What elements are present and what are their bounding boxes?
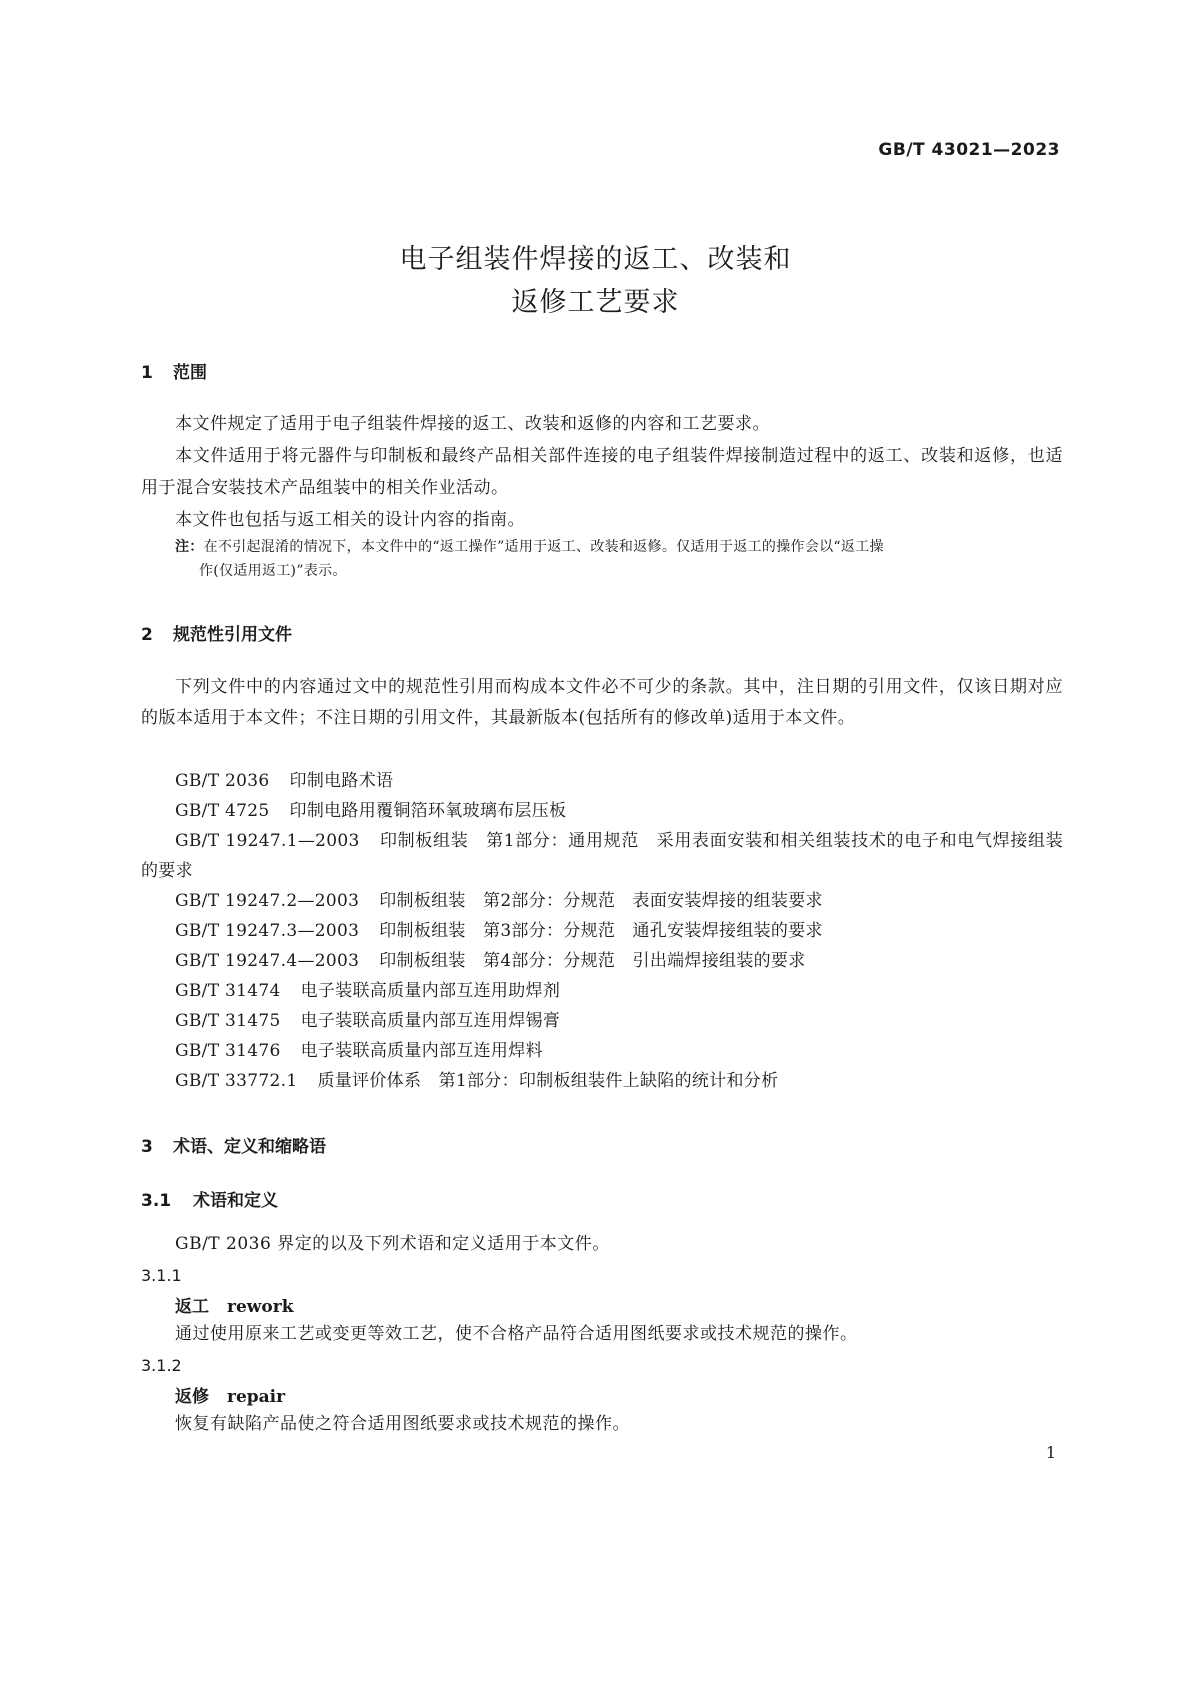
reference-title: 印制电路术语	[289, 771, 394, 791]
reference-title: 印制电路用覆铜箔环氧玻璃布层压板	[289, 801, 567, 821]
reference-code: GB/T 4725	[175, 801, 270, 821]
term-definition: 恢复有缺陷产品使之符合适用图纸要求或技术规范的操作。	[175, 1414, 630, 1434]
term-en: rework	[227, 1297, 294, 1317]
section-1-note	[175, 535, 1063, 583]
reference-item	[175, 1066, 778, 1096]
term-number: 3.1.1	[141, 1266, 182, 1285]
subsection-number: 3.1	[141, 1191, 172, 1211]
section-number: 3	[141, 1137, 153, 1157]
reference-code: GB/T 19247.4—2003	[175, 951, 360, 971]
note-line-1: 在不引起混淆的情况下，本文件中的“返工操作”适用于返工、改装和返修。仅适用于返工的操作会以“返工操	[203, 539, 884, 555]
reference-code: GB/T 19247.1—2003	[175, 831, 360, 851]
title-line-1: 电子组装件焊接的返工、改装和	[399, 244, 792, 275]
reference-item	[175, 1006, 560, 1036]
reference-code: GB/T 33772.1	[175, 1071, 298, 1091]
reference-item	[175, 886, 823, 916]
standard-number: GB/T 43021—2023	[878, 140, 1060, 160]
section-number: 1	[141, 363, 153, 383]
reference-title: 电子装联高质量内部互连用助焊剂	[300, 981, 561, 1001]
term-heading	[175, 1382, 285, 1407]
term-heading	[175, 1292, 293, 1317]
title-line-2: 返修工艺要求	[511, 287, 680, 318]
reference-title: 电子装联高质量内部互连用焊料	[300, 1041, 543, 1061]
reference-code: GB/T 31475	[175, 1011, 281, 1031]
reference-code: GB/T 31476	[175, 1041, 281, 1061]
subsection-3-1-heading	[141, 1186, 278, 1211]
section-1-para-3: 本文件也包括与返工相关的设计内容的指南。	[175, 510, 525, 530]
reference-item	[175, 766, 393, 796]
reference-item	[175, 976, 560, 1006]
reference-item	[175, 916, 823, 946]
section-2-heading	[141, 620, 292, 645]
document-title	[0, 238, 1191, 324]
reference-title: 电子装联高质量内部互连用焊锡膏	[300, 1011, 561, 1031]
reference-code: GB/T 31474	[175, 981, 281, 1001]
reference-item	[175, 946, 806, 976]
reference-item	[175, 796, 566, 826]
reference-title: 质量评价体系 第1部分：印制板组装件上缺陷的统计和分析	[317, 1071, 779, 1091]
note-label: 注：	[175, 539, 204, 555]
note-line-2: 作(仅适用返工)”表示。	[199, 563, 347, 579]
section-number: 2	[141, 625, 153, 645]
section-3-heading	[141, 1132, 326, 1157]
section-2-intro: 下列文件中的内容通过文中的规范性引用而构成本文件必不可少的条款。其中，注日期的引用文件，仅该日期对应的版本适用于本文件；不注日期的引用文件，其最新版本(包括所有的修改单)适用于本文件。	[141, 677, 1063, 728]
reference-title: 印制板组装 第2部分：分规范 表面安装焊接的组装要求	[379, 891, 823, 911]
term-zh: 返修	[175, 1387, 209, 1407]
reference-title: 印制板组装 第4部分：分规范 引出端焊接组装的要求	[379, 951, 806, 971]
term-number: 3.1.2	[141, 1356, 182, 1375]
section-title: 规范性引用文件	[173, 625, 292, 645]
section-3-intro: GB/T 2036 界定的以及下列术语和定义适用于本文件。	[175, 1234, 610, 1254]
reference-item	[141, 826, 1063, 886]
term-definition: 通过使用原来工艺或变更等效工艺，使不合格产品符合适用图纸要求或技术规范的操作。	[175, 1324, 858, 1344]
reference-code: GB/T 19247.3—2003	[175, 921, 360, 941]
term-en: repair	[227, 1387, 286, 1407]
page-number: 1	[1045, 1443, 1056, 1462]
reference-item	[175, 1036, 543, 1066]
reference-title: 印制板组装 第1部分：通用规范 采用表面安装和相关组装技术的电子和电气焊接组装的要求	[141, 831, 1063, 881]
section-title: 范围	[173, 363, 207, 383]
term-zh: 返工	[175, 1297, 209, 1317]
subsection-title: 术语和定义	[193, 1191, 278, 1211]
reference-code: GB/T 19247.2—2003	[175, 891, 360, 911]
reference-title: 印制板组装 第3部分：分规范 通孔安装焊接组装的要求	[379, 921, 823, 941]
section-1-para-2: 本文件适用于将元器件与印制板和最终产品相关部件连接的电子组装件焊接制造过程中的返工、改装和返修，也适用于混合安装技术产品组装中的相关作业活动。	[141, 446, 1063, 498]
section-1-para-1: 本文件规定了适用于电子组装件焊接的返工、改装和返修的内容和工艺要求。	[175, 414, 770, 434]
section-title: 术语、定义和缩略语	[173, 1137, 326, 1157]
reference-code: GB/T 2036	[175, 771, 270, 791]
section-1-heading	[141, 358, 207, 383]
